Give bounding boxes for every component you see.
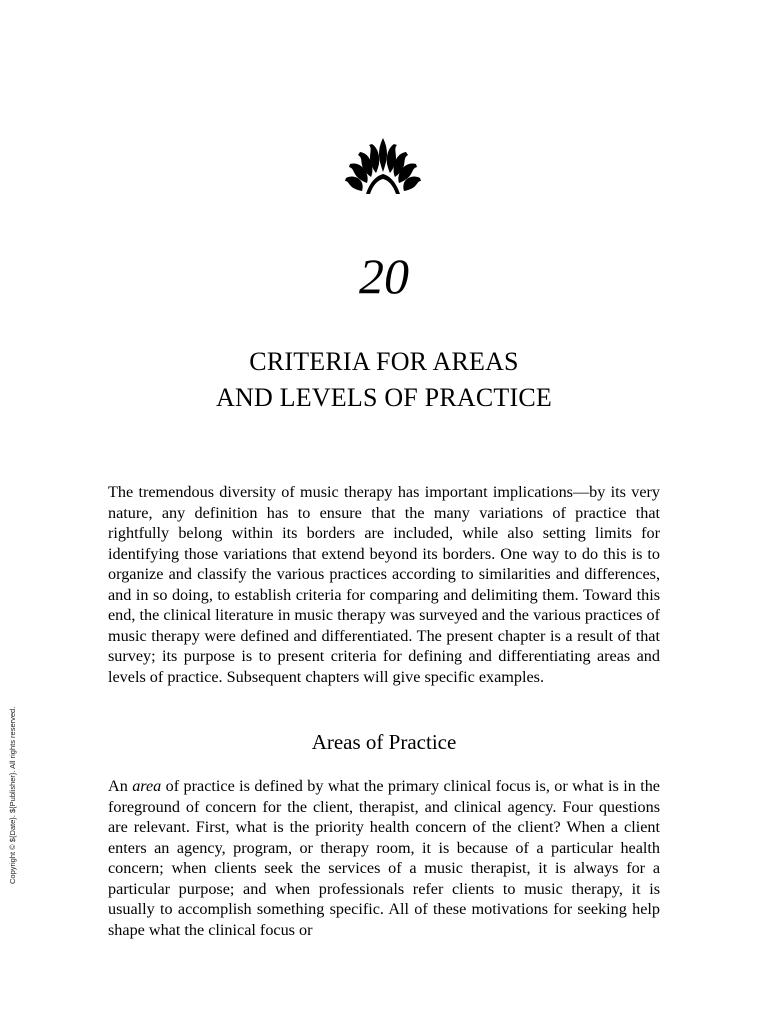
section-paragraph-emphasis: area	[132, 777, 162, 795]
fleuron-ornament-icon	[342, 136, 424, 198]
chapter-title-line-2: AND LEVELS OF PRACTICE	[216, 383, 552, 412]
section-heading: Areas of Practice	[311, 730, 457, 754]
section-paragraph	[108, 776, 660, 940]
copyright-notice: Copyright © ${Date}. ${Publisher}. All rights reserved.	[8, 706, 17, 884]
intro-paragraph: The tremendous diversity of music therapy has important implications—by its very nature, any definition has to ensure that the many variations of practice that rightfully belong within its borders are included, while also setting limits for identifying those variations that extend beyond its borders. One way to do this is to organize and classify the various practices according to similarities and differences, and in so doing, to establish criteria for comparing and delimiting them. Toward this end, the clinical literature in music therapy was surveyed and the various practices of music therapy were defined and differentiated. The present chapter is a result of that survey; its purpose is to present criteria for defining and differentiating areas and levels of practice. Subsequent chapters will give specific examples.	[108, 483, 660, 686]
chapter-title	[0, 344, 768, 416]
section-paragraph-rest: of practice is defined by what the primary clinical focus is, or what is in the foreground of concern for the client, therapist, and clinical agency. Four questions are relevant. First, what is the priority health concern of the client? When a client enters an agency, program, or therapy room, it is because of a particular health concern; when clients seek the services of a music therapist, it is always for a particular purpose; and when professionals refer clients to music therapy, it is usually to accomplish something specific. All of these motivations for seeking help shape what the clinical focus or	[108, 777, 660, 939]
chapter-title-line-1: CRITERIA FOR AREAS	[249, 347, 519, 376]
section-paragraph-start: An	[108, 777, 133, 795]
chapter-number: 20	[359, 248, 409, 304]
